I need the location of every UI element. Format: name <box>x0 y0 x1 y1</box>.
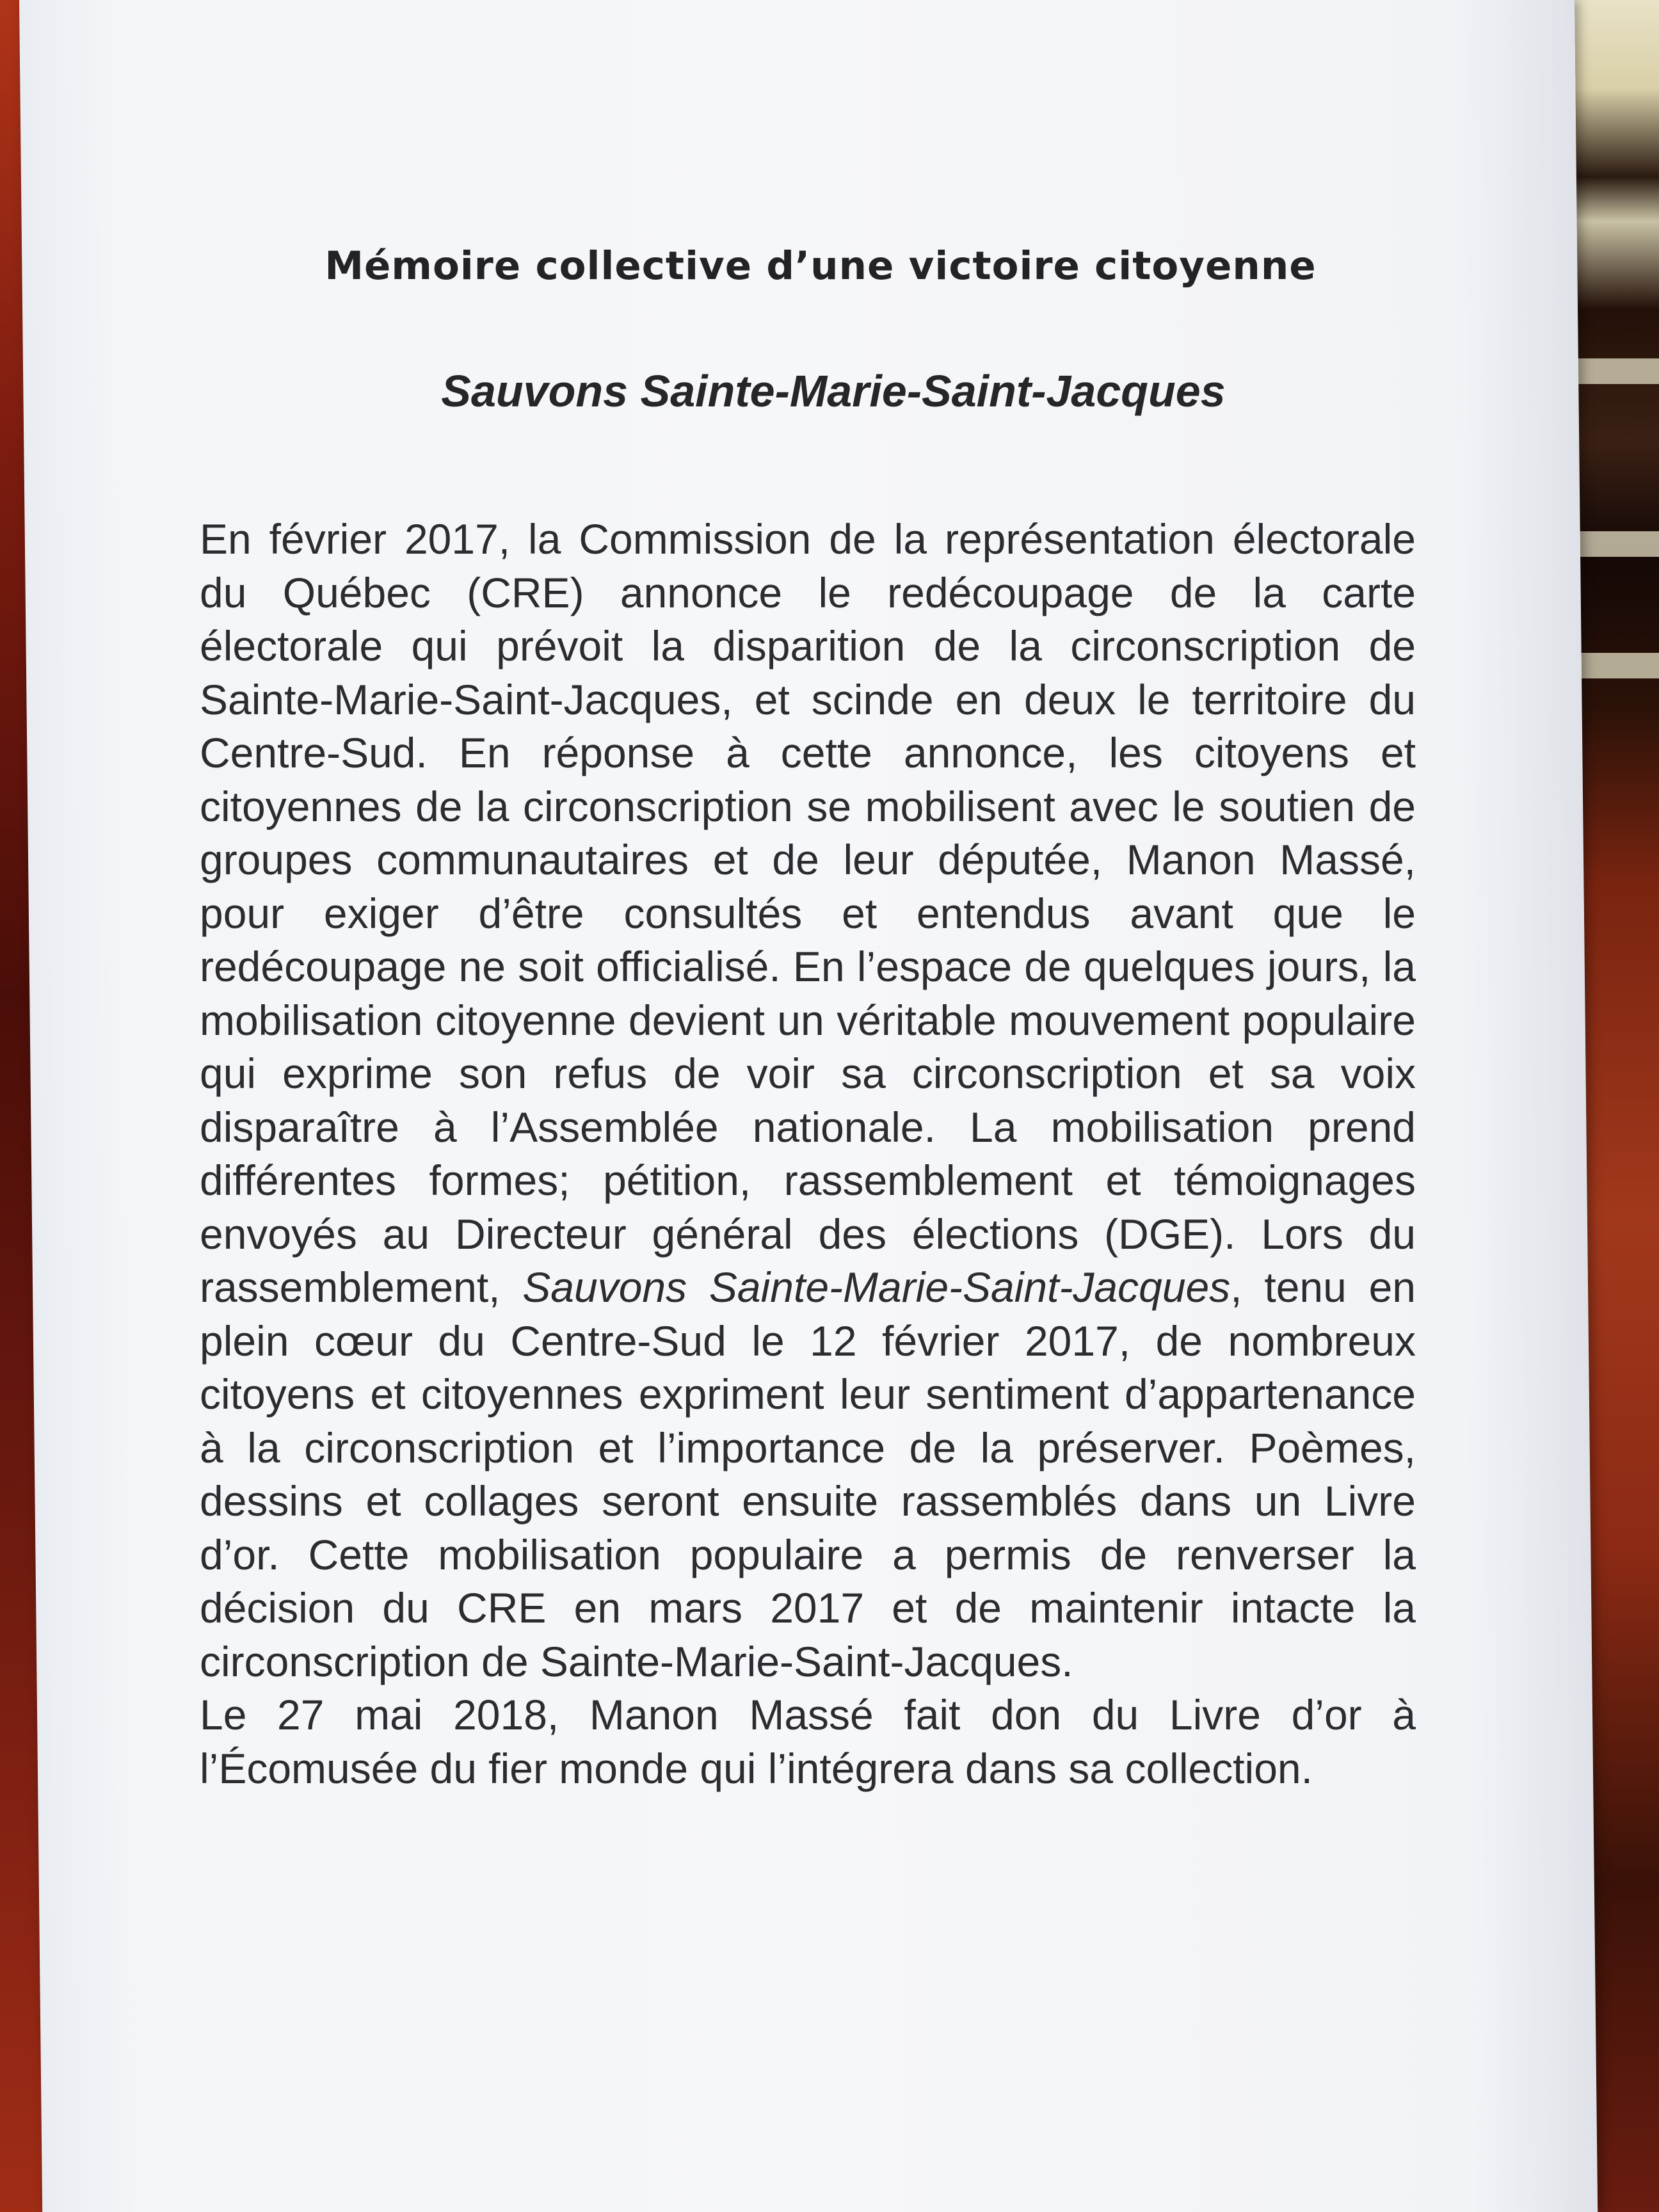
body-paragraph-2: Le 27 mai 2018, Manon Massé fait don du Livre d’or à l’Écomusée du fier monde qui l’intégrera dans sa collection. <box>200 1691 1416 1792</box>
panel-title: Mémoire collective d’une victoire citoyenne <box>325 243 1317 289</box>
body-paragraph-1-italic: Sauvons Sainte-Marie-Saint-Jacques <box>522 1263 1231 1311</box>
panel-content <box>200 243 1416 1795</box>
body-paragraph-1 <box>200 513 1416 1688</box>
body-paragraph-1-part1: En février 2017, la Commission de la représentation électorale du Québec (CRE) annonce le redécoupage de la carte électorale qui prévoit la disparition de la circonscription de Sainte-Marie-Saint-Jacques, et scinde en deux le territoire du Centre-Sud. En réponse à cette annonce, les citoyens et citoyennes de la circonscription se mobilisent avec le soutien de groupes communautaires et de leur députée, Manon Massé, pour exiger d’être consultés et entendus avant que le redécoupage ne soit officialisé. En l’espace de quelques jours, la mobilisation citoyenne devient un véritable mouvement populaire qui exprime son refus de voir sa circonscription et sa voix disparaître à l’Assemblée nationale. La mobilisation prend différentes formes; pétition, rassemblement et témoignages envoyés au Directeur général des élections (DGE). Lors du rassemblement, <box>200 515 1416 1311</box>
body-paragraph-1-part2: , tenu en plein cœur du Centre-Sud le 12 février 2017, de nombreux citoyens et citoyennes expriment leur sentiment d’appartenance à la circonscription et l’importance de la préserver. Poèmes, dessins et collages seront ensuite rassemblés dans un Livre d’or. Cette mobilisation populaire a permis de renverser la décision du CRE en mars 2017 et de maintenir intacte la circonscription de Sainte-Marie-Saint-Jacques. <box>200 1263 1416 1685</box>
panel-subtitle: Sauvons Sainte-Marie-Saint-Jacques <box>441 366 1226 416</box>
